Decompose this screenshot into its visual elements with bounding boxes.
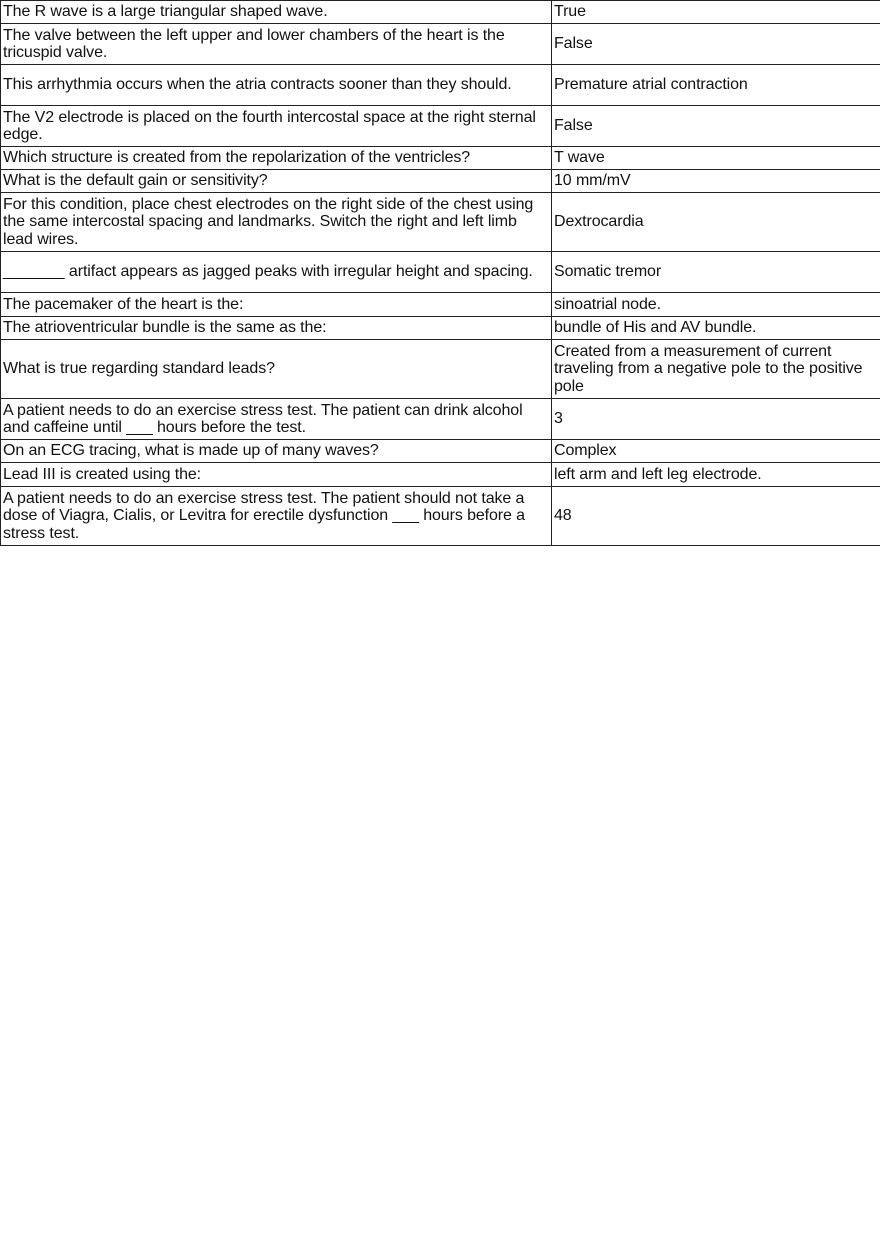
- question-cell: On an ECG tracing, what is made up of many waves?: [1, 440, 552, 463]
- question-cell: The V2 electrode is placed on the fourth intercostal space at the right sternal edge.: [1, 106, 552, 147]
- question-cell: A patient needs to do an exercise stress test. The patient should not take a dose of Viagra, Cialis, or Levitra for erectile dysfunction ___ hours before a stress test.: [1, 487, 552, 546]
- question-cell: A patient needs to do an exercise stress test. The patient can drink alcohol and caffeine until ___ hours before the test.: [1, 399, 552, 440]
- answer-cell: 48: [552, 487, 880, 546]
- answer-cell: Premature atrial contraction: [552, 65, 880, 106]
- question-cell: For this condition, place chest electrodes on the right side of the chest using the same intercostal spacing and landmarks. Switch the right and left limb lead wires.: [1, 193, 552, 252]
- answer-cell: 3: [552, 399, 880, 440]
- answer-cell: T wave: [552, 147, 880, 170]
- qa-table: [0, 0, 880, 546]
- question-cell: Lead III is created using the:: [1, 463, 552, 487]
- question-cell: The pacemaker of the heart is the:: [1, 293, 552, 317]
- table-row: [1, 340, 880, 399]
- question-cell: This arrhythmia occurs when the atria contracts sooner than they should.: [1, 65, 552, 106]
- answer-cell: left arm and left leg electrode.: [552, 463, 880, 487]
- answer-cell: Complex: [552, 440, 880, 463]
- table-row: [1, 252, 880, 293]
- table-row: [1, 399, 880, 440]
- answer-cell: 10 mm/mV: [552, 170, 880, 193]
- table-row: [1, 463, 880, 487]
- question-cell: _______ artifact appears as jagged peaks with irregular height and spacing.: [1, 252, 552, 293]
- table-row: [1, 65, 880, 106]
- table-row: [1, 170, 880, 193]
- answer-cell: Dextrocardia: [552, 193, 880, 252]
- answer-cell: sinoatrial node.: [552, 293, 880, 317]
- answer-cell: Created from a measurement of current traveling from a negative pole to the positive pole: [552, 340, 880, 399]
- table-row: [1, 1, 880, 24]
- question-cell: The valve between the left upper and lower chambers of the heart is the tricuspid valve.: [1, 24, 552, 65]
- question-cell: Which structure is created from the repolarization of the ventricles?: [1, 147, 552, 170]
- table-row: [1, 293, 880, 317]
- table-row: [1, 193, 880, 252]
- question-cell: What is the default gain or sensitivity?: [1, 170, 552, 193]
- table-row: [1, 147, 880, 170]
- answer-cell: True: [552, 1, 880, 24]
- answer-cell: False: [552, 24, 880, 65]
- answer-cell: False: [552, 106, 880, 147]
- table-row: [1, 317, 880, 340]
- question-cell: The atrioventricular bundle is the same as the:: [1, 317, 552, 340]
- table-row: [1, 487, 880, 546]
- question-cell: What is true regarding standard leads?: [1, 340, 552, 399]
- table-row: [1, 440, 880, 463]
- answer-cell: Somatic tremor: [552, 252, 880, 293]
- table-row: [1, 24, 880, 65]
- table-row: [1, 106, 880, 147]
- answer-cell: bundle of His and AV bundle.: [552, 317, 880, 340]
- question-cell: The R wave is a large triangular shaped wave.: [1, 1, 552, 24]
